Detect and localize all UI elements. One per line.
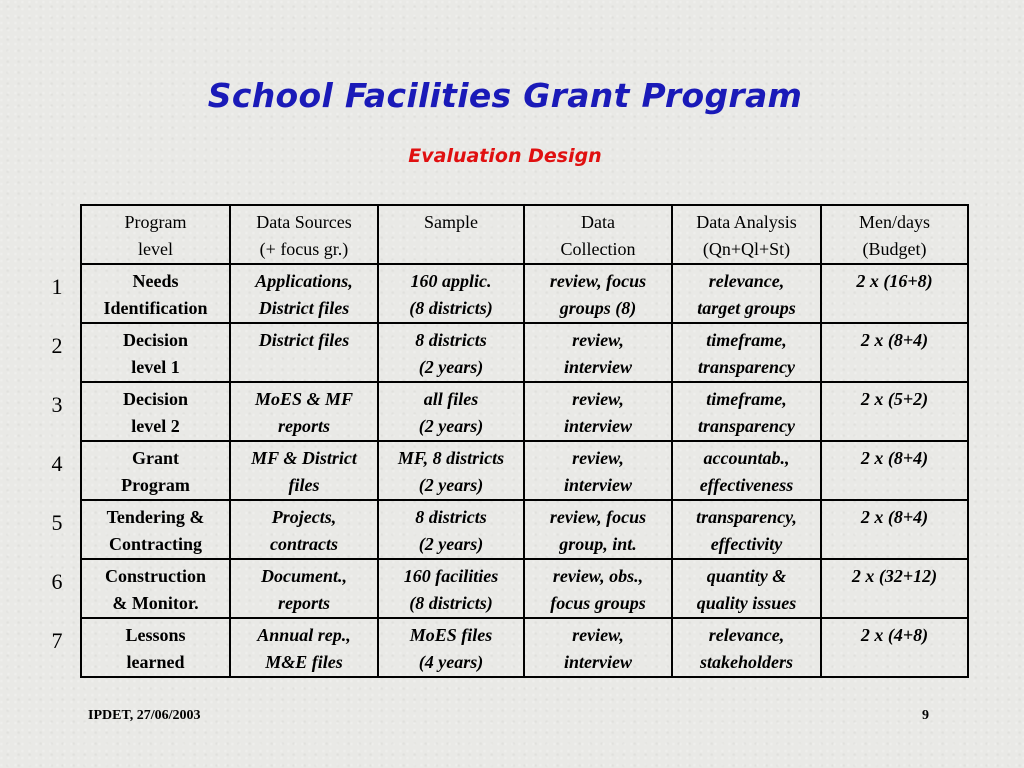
footer-event-date: IPDET, 27/06/2003 — [88, 708, 201, 723]
table-cell: review, focus group, int. — [524, 500, 672, 559]
table-cell: 2 x (32+12) — [821, 559, 967, 618]
table-cell: Annual rep., M&E files — [230, 618, 378, 677]
table-cell: timeframe, transparency — [672, 382, 821, 441]
page-number: 9 — [922, 708, 929, 723]
table-cell: all files (2 years) — [378, 382, 524, 441]
column-header: Program level — [82, 206, 230, 264]
table-cell: review, obs., focus groups — [524, 559, 672, 618]
program-level-cell: Construction & Monitor. — [82, 559, 230, 618]
table-cell: Applications, District files — [230, 264, 378, 323]
slide-title: School Facilities Grant Program — [207, 76, 803, 115]
program-level-cell: Grant Program — [82, 441, 230, 500]
table-cell: MoES & MF reports — [230, 382, 378, 441]
program-level-cell: Lessons learned — [82, 618, 230, 677]
table-cell: review, interview — [524, 323, 672, 382]
table-cell: transparency, effectivity — [672, 500, 821, 559]
table-cell: Document., reports — [230, 559, 378, 618]
table-cell: 8 districts (2 years) — [378, 323, 524, 382]
table-cell: District files — [230, 323, 378, 382]
column-header: Men/days (Budget) — [821, 206, 967, 264]
table-cell: relevance, target groups — [672, 264, 821, 323]
table-row — [82, 500, 967, 559]
table-row — [82, 264, 967, 323]
table-cell: 2 x (5+2) — [821, 382, 967, 441]
table-cell: MF, 8 districts (2 years) — [378, 441, 524, 500]
table-cell: timeframe, transparency — [672, 323, 821, 382]
column-header: Data Collection — [524, 206, 672, 264]
table-cell: MoES files (4 years) — [378, 618, 524, 677]
row-number: 6 — [51, 569, 63, 594]
table-cell: MF & District files — [230, 441, 378, 500]
table-cell: relevance, stakeholders — [672, 618, 821, 677]
row-number: 3 — [51, 392, 63, 417]
row-number: 5 — [51, 510, 63, 535]
column-header: Sample — [378, 206, 524, 264]
table-header-row — [82, 206, 967, 264]
table-cell: 2 x (4+8) — [821, 618, 967, 677]
table-cell: 8 districts (2 years) — [378, 500, 524, 559]
table-cell: 2 x (8+4) — [821, 323, 967, 382]
row-number: 7 — [51, 628, 63, 653]
program-level-cell: Needs Identification — [82, 264, 230, 323]
table-cell: accountab., effectiveness — [672, 441, 821, 500]
slide-subtitle: Evaluation Design — [408, 145, 602, 167]
table-cell: review, interview — [524, 382, 672, 441]
evaluation-design-table — [80, 204, 969, 678]
column-header: Data Sources (+ focus gr.) — [230, 206, 378, 264]
table-row — [82, 559, 967, 618]
table-cell: review, interview — [524, 618, 672, 677]
table-cell: review, interview — [524, 441, 672, 500]
table-cell: 2 x (16+8) — [821, 264, 967, 323]
table-cell: Projects, contracts — [230, 500, 378, 559]
row-number: 1 — [51, 274, 63, 299]
table-row — [82, 441, 967, 500]
table-cell: 160 applic. (8 districts) — [378, 264, 524, 323]
program-level-cell: Decision level 1 — [82, 323, 230, 382]
program-level-cell: Decision level 2 — [82, 382, 230, 441]
table-row — [82, 382, 967, 441]
row-number: 4 — [51, 451, 63, 476]
table-cell: 2 x (8+4) — [821, 441, 967, 500]
table-cell: quantity & quality issues — [672, 559, 821, 618]
table-cell: review, focus groups (8) — [524, 264, 672, 323]
table-row — [82, 323, 967, 382]
column-header: Data Analysis (Qn+Ql+St) — [672, 206, 821, 264]
row-number: 2 — [51, 333, 63, 358]
table-cell: 2 x (8+4) — [821, 500, 967, 559]
table-row — [82, 618, 967, 677]
program-level-cell: Tendering & Contracting — [82, 500, 230, 559]
table-cell: 160 facilities (8 districts) — [378, 559, 524, 618]
